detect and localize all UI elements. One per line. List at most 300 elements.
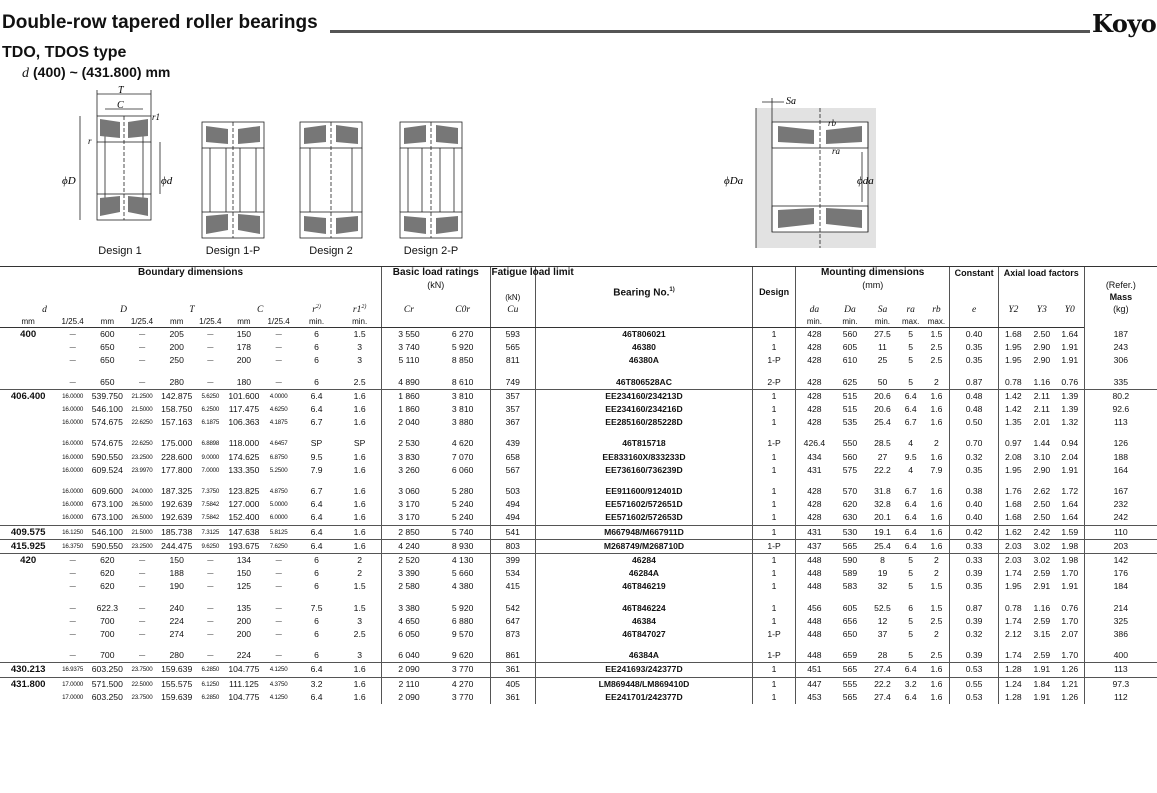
cell-da: 453: [796, 691, 833, 704]
cell-no: 46380A: [536, 354, 753, 367]
cell-no: [536, 594, 753, 602]
cell-r1: 1.6: [353, 499, 366, 510]
cell-Y2: 1.35: [998, 416, 1027, 429]
cell-di: —: [69, 652, 76, 660]
cell-d: 431.800: [0, 677, 56, 691]
cell-C0r: [436, 641, 490, 649]
sym-C0r: C0r: [455, 305, 471, 315]
cell-Y2: 2.08: [998, 451, 1027, 464]
cell-rb: [924, 641, 950, 649]
cell-no: LM869448/LM869410D: [536, 677, 753, 691]
cell-D: 700: [100, 650, 115, 661]
cell-r: 6: [314, 329, 319, 339]
cell-ra: 5: [908, 629, 914, 640]
cell-C0r: 6 880: [451, 615, 474, 626]
cell-des: 1: [752, 498, 795, 511]
cell-Ti: —: [207, 378, 214, 386]
cell-Di: —: [139, 357, 145, 365]
table-row: [0, 403, 1157, 416]
cell-Y0: 1.21: [1056, 677, 1084, 691]
cell-Da: 590: [833, 554, 868, 568]
cell-e: 0.35: [950, 341, 999, 354]
table-row: [0, 615, 1157, 628]
cell-Di: 21.5000: [131, 406, 153, 414]
page-header: [0, 0, 1157, 262]
cell-C: 200: [236, 355, 252, 366]
cell-e: 0.42: [950, 525, 999, 539]
cell-di: —: [56, 554, 89, 568]
cell-e: 0.38: [950, 485, 999, 498]
cell-Sa: 20.1: [874, 512, 891, 523]
cell-Cr: 2 520: [382, 554, 436, 568]
brand-logo: Koyo: [1092, 9, 1157, 38]
cell-des: 1: [752, 403, 795, 416]
cell-Sa: 28.5: [874, 438, 891, 449]
cell-C: 150: [236, 568, 252, 579]
cell-m: 203: [1084, 539, 1157, 553]
cell-Y0: 1.98: [1056, 539, 1084, 553]
cell-d: [0, 485, 56, 498]
cell-C: 200: [236, 615, 252, 626]
cell-e: [950, 477, 999, 485]
cell-Da: [833, 477, 868, 485]
cell-Y3: 3.02: [1028, 539, 1056, 553]
cell-r1: 1.6: [353, 691, 366, 702]
cell-Da: 560: [842, 329, 858, 339]
cell-d: [0, 341, 56, 354]
design-1-drawing: [60, 86, 180, 244]
unit-max: max.: [924, 316, 950, 328]
cell-Cr: 2 040: [382, 416, 436, 429]
cell-Y3: 3.02: [1028, 554, 1056, 568]
cell-Y3: 2.50: [1033, 329, 1051, 339]
cell-C: 125: [236, 581, 252, 592]
cell-Ci: —: [275, 652, 282, 660]
cell-Sa: 25: [877, 355, 888, 366]
cell-Da: 515: [833, 389, 868, 403]
cell-Sa: [867, 429, 897, 437]
cell-Da: 605: [842, 342, 858, 353]
cell-da: 447: [796, 677, 833, 691]
cell-des: 1: [752, 389, 795, 403]
cell-Cu: 494: [490, 511, 536, 525]
cell-Y0: [1056, 429, 1084, 437]
label-phiDa: ϕDa: [724, 175, 744, 187]
bearing-spec-table: [0, 266, 1157, 704]
cell-e: 0.55: [950, 677, 999, 691]
cell-di: —: [69, 357, 76, 365]
cell-Di: 21.5000: [126, 525, 159, 539]
cell-Y3: [1028, 641, 1056, 649]
cell-Di: —: [139, 604, 145, 612]
cell-da: 448: [796, 567, 833, 580]
cell-C0r: [436, 477, 490, 485]
cell-r: 6: [314, 629, 319, 640]
cell-r: 7.5: [310, 602, 323, 613]
sym-rb: rb: [932, 305, 941, 315]
cell-Ci: 4.8750: [269, 488, 288, 496]
cell-no: 46284A: [536, 567, 753, 580]
cell-des: 1: [752, 416, 795, 429]
cell-Cr: 2 090: [382, 663, 436, 677]
cell-D: 546.100: [89, 525, 126, 539]
cell-rb: [924, 368, 950, 376]
cell-Ti: 6.8898: [201, 440, 220, 448]
cell-D: 574.675: [91, 417, 123, 428]
cell-r1: 1.6: [353, 464, 366, 475]
cell-r: 6: [314, 650, 319, 661]
cell-Y0: 1.39: [1056, 389, 1084, 403]
cell-Y3: 1.91: [1033, 691, 1051, 702]
cell-C: [225, 429, 262, 437]
cell-ra: 6.4: [904, 512, 917, 523]
title-rule: [330, 30, 1090, 33]
cell-des: 1: [752, 341, 795, 354]
cell-D: 620: [100, 581, 115, 592]
cell-Y3: 2.42: [1028, 525, 1056, 539]
cell-r: 6.4: [295, 525, 338, 539]
label-ra: ra: [832, 146, 841, 156]
cell-da: 428: [796, 498, 833, 511]
cell-r1: 3: [357, 615, 363, 626]
cell-Cu: 565: [490, 341, 536, 354]
cell-da: 428: [796, 389, 833, 403]
sym-C: C: [257, 305, 264, 315]
cell-r1: 1.5: [353, 329, 366, 339]
cell-Y0: 1.70: [1061, 568, 1079, 579]
cell-D: 603.250: [91, 691, 123, 702]
cell-da: 428: [796, 403, 833, 416]
unit-min: min.: [867, 316, 897, 328]
cell-des: 1-P: [752, 539, 795, 553]
table-row: [0, 389, 1157, 403]
cell-ra: [898, 477, 924, 485]
cell-Ci: 4.1250: [262, 663, 295, 677]
cell-di: 16.0000: [62, 514, 84, 522]
cell-C: 150: [236, 329, 252, 339]
header-mass: (Refer.) Mass (kg): [1084, 267, 1157, 328]
cell-r1: 3: [357, 650, 363, 661]
cell-r1: 1.6: [353, 451, 366, 462]
cell-Di: 26.5000: [131, 501, 153, 509]
cell-e: 0.32: [950, 628, 999, 641]
cell-D: 620: [89, 554, 126, 568]
cell-D: 603.250: [89, 663, 126, 677]
cell-des: 1: [752, 525, 795, 539]
cell-ra: 6.4: [904, 404, 917, 415]
cell-m: 214: [1084, 602, 1157, 615]
cell-des: 1: [752, 451, 795, 464]
cell-Di: 22.5000: [126, 677, 159, 691]
cell-Y0: 1.91: [1061, 342, 1079, 353]
cell-m: 400: [1084, 649, 1157, 663]
cell-C0r: 5 920: [451, 602, 474, 613]
table-row: [0, 628, 1157, 641]
cell-r1: [338, 368, 381, 376]
cell-ra: 5: [908, 615, 914, 626]
cell-Ti: —: [207, 344, 214, 352]
cell-rb: 1.6: [930, 451, 943, 462]
cell-Y2: 1.76: [998, 485, 1027, 498]
cell-C0r: 3 810: [451, 404, 474, 415]
cell-r1: 2.5: [353, 376, 366, 387]
cell-ra: 5: [908, 342, 914, 353]
cell-C: 174.625: [228, 451, 260, 462]
cell-Ti: 6.1875: [201, 419, 220, 427]
cell-Di: 23.2500: [131, 453, 153, 461]
cell-Di: [126, 641, 159, 649]
unit-in: 1/25.4: [56, 316, 89, 328]
cell-Di: —: [139, 570, 145, 578]
cell-C: 123.825: [228, 486, 260, 497]
cell-e: 0.39: [950, 649, 999, 663]
cell-Y0: 2.07: [1061, 629, 1079, 640]
cell-Y2: 0.78: [998, 376, 1027, 390]
label-phida: ϕda: [857, 175, 874, 187]
cell-Y0: 1.91: [1061, 581, 1079, 592]
cell-Sa: 20.6: [874, 404, 891, 415]
cell-no: EE833160X/833233D: [536, 451, 753, 464]
design-1p-drawing: [198, 118, 268, 242]
cell-no: EE234160/234213D: [536, 389, 753, 403]
cell-C0r: [436, 594, 490, 602]
cell-ra: 6.7: [904, 486, 917, 497]
cell-Ci: —: [275, 344, 282, 352]
cell-Cu: 542: [490, 602, 536, 615]
cell-e: [950, 368, 999, 376]
cell-ra: 6.4: [898, 663, 924, 677]
cell-da: 456: [796, 602, 833, 615]
cell-Cu: 803: [490, 539, 536, 553]
cell-r1: [338, 429, 381, 437]
cell-T: 224: [169, 615, 184, 626]
cell-C0r: 6 270: [451, 329, 474, 339]
cell-D: [89, 594, 126, 602]
cell-Sa: 20.6: [867, 389, 897, 403]
cell-Y0: 0.94: [1061, 438, 1079, 449]
cell-Ci: 4.6457: [269, 440, 288, 448]
table-row: [0, 602, 1157, 615]
design-label-1p: Design 1-P: [205, 245, 261, 257]
cell-C0r: 3 880: [451, 417, 474, 428]
cell-Ci: —: [275, 357, 282, 365]
cell-Sa: 27.4: [867, 663, 897, 677]
cell-des: 2-P: [752, 376, 795, 390]
cell-Da: 650: [842, 629, 858, 640]
cell-no: EE571602/572653D: [536, 511, 753, 525]
cell-di: [56, 477, 89, 485]
cell-Cr: 1 860: [382, 403, 436, 416]
cell-D: [89, 429, 126, 437]
cell-Di: 21.2500: [126, 389, 159, 403]
label-rb: rb: [828, 118, 837, 128]
table-gap-row: [0, 429, 1157, 437]
cell-C0r: 5 740: [436, 525, 490, 539]
cell-Cr: 6 040: [382, 649, 436, 663]
design-label-1: Design 1: [98, 245, 142, 257]
cell-Cu: 361: [490, 691, 536, 704]
cell-d: [0, 354, 56, 367]
cell-C0r: 5 240: [451, 512, 474, 523]
cell-d: 430.213: [0, 663, 56, 677]
cell-rb: 1.6: [924, 525, 950, 539]
cell-Sa: 25.4: [874, 417, 891, 428]
cell-m: 113: [1084, 663, 1157, 677]
cell-Ci: —: [275, 583, 282, 591]
cell-des: 1: [752, 554, 795, 568]
cell-d: [0, 477, 56, 485]
table-gap-row: [0, 477, 1157, 485]
cell-rb: 1.6: [930, 499, 943, 510]
cell-r: 6.4: [295, 663, 338, 677]
cell-di: 16.0000: [62, 419, 84, 427]
cell-Ti: 7.3750: [201, 488, 220, 496]
table-gap-row: [0, 641, 1157, 649]
label-r1: r1: [152, 112, 161, 122]
cell-des: [752, 368, 795, 376]
cell-e: 0.35: [950, 580, 999, 593]
cell-T: [158, 594, 195, 602]
cell-Cr: 2 850: [382, 525, 436, 539]
cell-Cr: 2 110: [382, 677, 436, 691]
cell-D: 650: [100, 355, 115, 366]
cell-d: [0, 641, 56, 649]
sym-ra: ra: [906, 305, 915, 315]
cell-d: 415.925: [0, 539, 56, 553]
cell-rb: 1.5: [930, 329, 943, 339]
sym-T: T: [189, 305, 195, 315]
cell-r1: 1.6: [338, 663, 381, 677]
cell-Y2: 1.28: [998, 663, 1027, 677]
cell-r: 6.4: [310, 512, 323, 523]
sym-e: e: [950, 292, 999, 316]
cell-rb: 1.5: [930, 581, 943, 592]
cell-Sa: 27.4: [874, 691, 891, 702]
cell-no: [536, 429, 753, 437]
cell-Ti: [195, 594, 225, 602]
cell-Cu: [490, 477, 536, 485]
table-row: [0, 498, 1157, 511]
cell-Sa: 28: [877, 650, 888, 661]
cell-Ci: [262, 641, 295, 649]
cell-e: 0.70: [950, 437, 999, 450]
cell-Da: 625: [842, 376, 858, 387]
cell-Ci: 6.0000: [269, 514, 288, 522]
cell-r: 7.9: [310, 464, 323, 475]
header-design: Design: [752, 267, 795, 317]
cell-D: 673.100: [91, 499, 123, 510]
table-row: [0, 663, 1157, 677]
cell-Y2: 1.68: [998, 498, 1027, 511]
unit-in: 1/25.4: [126, 316, 159, 328]
cell-Cr: 3 390: [382, 567, 436, 580]
cell-D: 539.750: [89, 389, 126, 403]
cell-Di: 22.6250: [131, 440, 153, 448]
cell-rb: 2.5: [930, 650, 943, 661]
cell-Cr: 6 050: [382, 628, 436, 641]
cell-di: —: [69, 378, 76, 386]
cell-no: [536, 641, 753, 649]
cell-Da: [833, 594, 868, 602]
cell-m: 306: [1084, 354, 1157, 367]
sym-Y3: Y3: [1036, 305, 1047, 315]
cell-di: [56, 594, 89, 602]
cell-C0r: 8 610: [451, 376, 474, 387]
cell-Y0: 0.76: [1061, 602, 1079, 613]
cell-d: [0, 602, 56, 615]
cell-C: 127.000: [228, 499, 260, 510]
cell-m: [1084, 477, 1157, 485]
table-row: [0, 567, 1157, 580]
cell-Da: 555: [833, 677, 868, 691]
cell-m: 176: [1084, 567, 1157, 580]
cell-e: 0.33: [950, 539, 999, 553]
cell-di: 17.0000: [62, 693, 84, 701]
cell-C0r: 3 770: [436, 663, 490, 677]
cell-T: 274: [169, 629, 184, 640]
cell-Cu: [490, 368, 536, 376]
sym-Y2: Y2: [998, 292, 1027, 316]
cell-Cu: 494: [490, 498, 536, 511]
cell-Y3: 2.59: [1033, 650, 1051, 661]
table-row: [0, 437, 1157, 450]
cell-da: 434: [796, 451, 833, 464]
table-row: [0, 451, 1157, 464]
cell-r1: SP: [353, 438, 366, 449]
cell-Ci: 4.0000: [262, 389, 295, 403]
cell-C: 135: [236, 602, 252, 613]
unit-in: 1/25.4: [262, 316, 295, 328]
cell-Da: 570: [842, 486, 858, 497]
cell-Sa: [867, 594, 897, 602]
cell-C0r: 6 060: [451, 464, 474, 475]
label-phid: ϕd: [161, 175, 173, 187]
cell-r: 6: [314, 342, 319, 353]
cell-Ti: 5.6250: [195, 389, 225, 403]
cell-des: 1: [752, 602, 795, 615]
header-basic-load: Basic load ratings (kN): [382, 267, 490, 293]
cell-Da: 515: [842, 404, 858, 415]
sym-Sa: Sa: [877, 305, 888, 315]
cell-ra: 5: [908, 376, 914, 387]
cell-Y2: 1.95: [998, 580, 1027, 593]
cell-C: 178: [236, 342, 252, 353]
cell-da: 428: [796, 328, 833, 342]
cell-di: 16.3750: [56, 539, 89, 553]
cell-T: 158.750: [161, 404, 193, 415]
cell-D: 546.100: [91, 404, 123, 415]
cell-Sa: [867, 477, 897, 485]
cell-Sa: 25.4: [867, 539, 897, 553]
cell-rb: 2: [934, 438, 939, 449]
design-label-2p: Design 2-P: [403, 245, 459, 257]
cell-Y2: 1.42: [998, 403, 1027, 416]
cell-no: 46T846224: [536, 602, 753, 615]
cell-Da: 530: [833, 525, 868, 539]
cell-Cr: 2 090: [382, 691, 436, 704]
cell-des: 1: [752, 663, 795, 677]
cell-Y2: [998, 477, 1027, 485]
cell-r: 6: [314, 615, 319, 626]
cell-C0r: 5 280: [451, 486, 474, 497]
cell-m: 112: [1084, 691, 1157, 704]
cell-Cu: 399: [490, 554, 536, 568]
cell-r1: 3: [357, 342, 363, 353]
cell-e: 0.48: [950, 403, 999, 416]
cell-Cr: 4 240: [382, 539, 436, 553]
cell-di: 16.9375: [56, 663, 89, 677]
cell-C: 104.775: [225, 663, 262, 677]
